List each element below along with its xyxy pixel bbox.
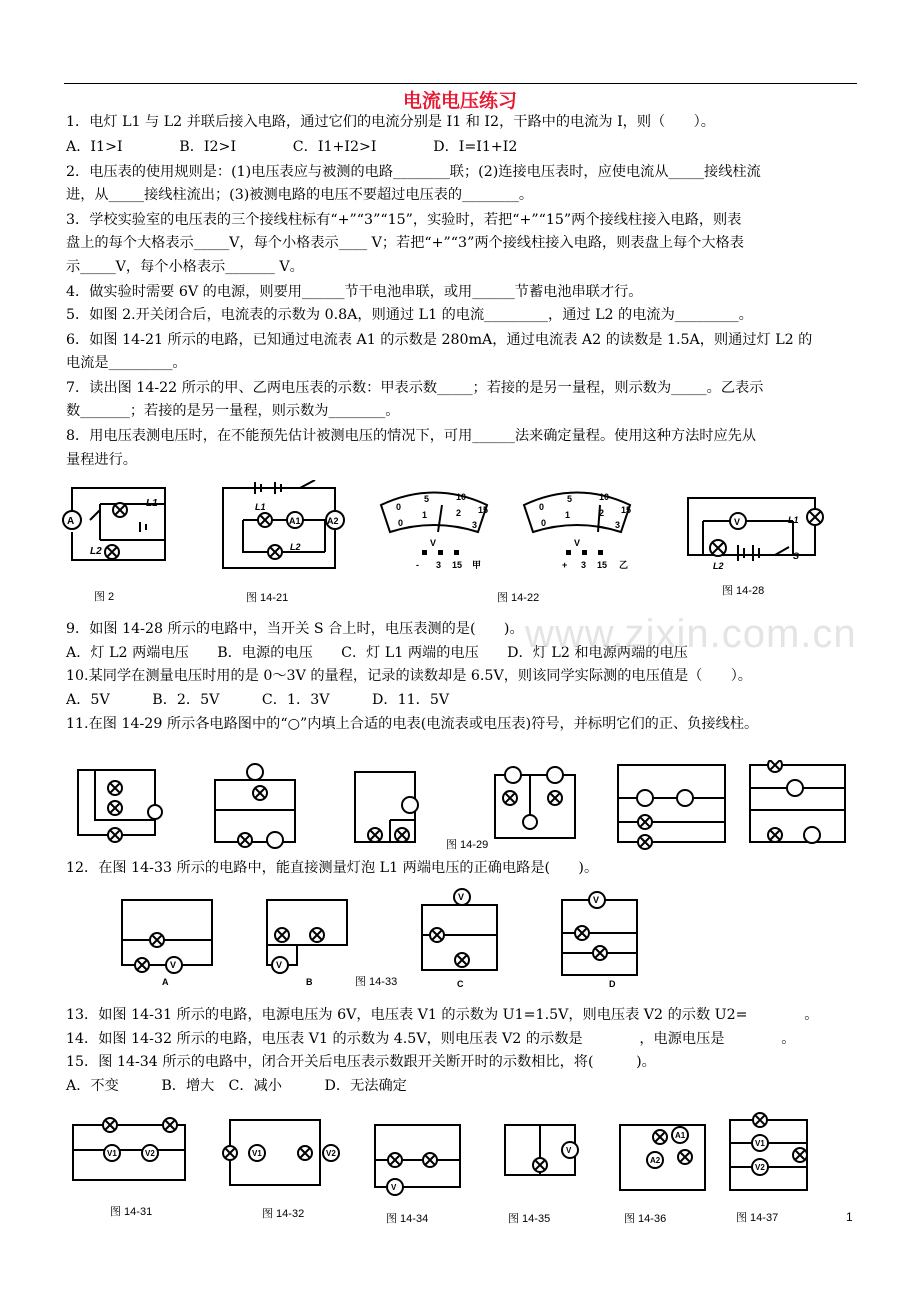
text-line: 6．如图 14-21 所示的电路，已知通过电流表 A1 的示数是 280mA，通过电流表 A2 的读数是 1.5A，则通过灯 L2 的 — [66, 332, 813, 348]
svg-text:L1: L1 — [255, 502, 266, 512]
svg-text:V: V — [430, 538, 437, 548]
svg-text:2: 2 — [599, 508, 605, 518]
text-line: 量程进行。 — [66, 452, 137, 468]
figure-14-28-circuit — [683, 493, 828, 573]
caption-14-31: 图 14-31 — [110, 1206, 153, 1218]
caption-14-37: 图 14-37 — [736, 1212, 779, 1224]
svg-text:0: 0 — [541, 518, 547, 528]
svg-text:3: 3 — [581, 560, 587, 570]
caption-14-29: 图 14-29 — [446, 839, 489, 851]
svg-text:10: 10 — [599, 492, 610, 502]
caption-14-33: 图 14-33 — [355, 976, 398, 988]
figure-2-circuit — [60, 480, 180, 570]
figure-14-21-circuit — [215, 480, 350, 575]
svg-text:L1: L1 — [788, 515, 799, 525]
svg-text:A1: A1 — [289, 516, 301, 526]
svg-text:A: A — [162, 977, 169, 987]
svg-text:V: V — [734, 517, 741, 527]
watermark: www.zixin.com.cn — [525, 612, 857, 656]
svg-text:B: B — [306, 977, 313, 987]
svg-text:L2: L2 — [90, 546, 102, 557]
svg-text:C: C — [457, 979, 464, 989]
svg-text:15: 15 — [597, 560, 608, 570]
page-title: 电流电压练习 — [402, 90, 517, 112]
svg-text:V1: V1 — [755, 1139, 765, 1148]
header-rule — [64, 83, 857, 84]
svg-text:V: V — [170, 960, 177, 970]
svg-text:V: V — [574, 538, 581, 548]
text-line: 12．在图 14-33 所示的电路中，能直接测量灯泡 L1 两端电压的正确电路是( )。 — [66, 860, 599, 876]
svg-text:V1: V1 — [252, 1149, 262, 1158]
svg-text:V2: V2 — [326, 1149, 336, 1158]
text-line: 1．电灯 L1 与 L2 并联后接入电路，通过它们的电流分别是 I1 和 I2，干路中的电流为 I，则（ ）。 — [66, 114, 715, 130]
caption-14-21: 图 14-21 — [246, 592, 289, 604]
svg-text:V: V — [276, 960, 283, 970]
svg-text:10: 10 — [456, 492, 467, 502]
text-line: 示_____V，每个小格表示_______ V。 — [66, 259, 304, 275]
text-line: A．不变 B．增大 C．减小 D．无法确定 — [66, 1078, 407, 1094]
svg-text:乙: 乙 — [619, 560, 629, 570]
svg-text:L2: L2 — [290, 542, 301, 552]
caption-14-36: 图 14-36 — [624, 1213, 667, 1225]
svg-text:V: V — [391, 1183, 397, 1192]
text-line: 5．如图 2.开关闭合后，电流表的示数为 0.8A，则通过 L1 的电流_________，通过 L2 的电流为_________。 — [66, 307, 753, 323]
text-line: A．5V B．2．5V C．1．3V D．11．5V — [66, 692, 450, 708]
svg-text:15: 15 — [621, 505, 632, 515]
svg-text:甲: 甲 — [472, 560, 482, 570]
svg-text:0: 0 — [398, 518, 404, 528]
svg-text:2: 2 — [456, 508, 462, 518]
svg-text:V2: V2 — [755, 1163, 765, 1172]
svg-text:A1: A1 — [675, 1131, 686, 1140]
caption-14-28: 图 14-28 — [722, 585, 765, 597]
text-line: 4．做实验时需要 6V 的电源，则要用______节干电池串联，或用______节蓄电池串联才行。 — [66, 284, 643, 300]
caption-14-22: 图 14-22 — [497, 592, 540, 604]
text-line: 3．学校实验室的电压表的三个接线柱标有“+”“3”“15”，实验时，若把“+”“15”两个接线柱接入电路，则表 — [66, 212, 742, 228]
text-line: 10.某同学在测量电压时用的是 0～3V 的量程，记录的读数却是 6.5V，则该同学实际测的电压值是（ ）。 — [66, 668, 752, 684]
svg-text:5: 5 — [424, 494, 430, 504]
text-line: 11.在图 14-29 所示各电路图中的“○”内填上合适的电表(电流表或电压表)符号，并标明它们的正、负接线柱。 — [66, 716, 759, 732]
svg-text:V1: V1 — [107, 1149, 117, 1158]
text-line: 盘上的每个大格表示_____V，每个小格表示____ V；若把“+”“3”两个接线柱接入电路，则表盘上每个大格表 — [66, 235, 744, 251]
svg-text:15: 15 — [478, 505, 489, 515]
text-line: 15．图 14-34 所示的电路中，闭合开关后电压表示数跟开关断开时的示数相比，将( )。 — [66, 1054, 656, 1070]
text-line: 数_______；若接的是另一量程，则示数为________。 — [66, 403, 400, 419]
svg-text:+: + — [562, 560, 568, 570]
caption-14-35: 图 14-35 — [508, 1213, 551, 1225]
svg-text:V: V — [593, 895, 600, 905]
text-line: 8．用电压表测电压时，在不能预先估计被测电压的情况下，可用______法来确定量程。使用这种方法时应先从 — [66, 428, 757, 444]
text-line: 进，从_____接线柱流出；(3)被测电路的电压不要超过电压表的________。 — [66, 187, 534, 203]
svg-text:V2: V2 — [145, 1149, 155, 1158]
text-line: 13．如图 14-31 所示的电路，电源电压为 6V，电压表 V1 的示数为 U1=1.5V，则电压表 V2 的示数 U2= 。 — [66, 1007, 819, 1023]
svg-text:A2: A2 — [327, 516, 339, 526]
svg-text:3: 3 — [472, 520, 478, 530]
svg-text:L2: L2 — [713, 561, 724, 571]
svg-text:-: - — [416, 560, 419, 570]
svg-text:3: 3 — [436, 560, 442, 570]
page-number: 1 — [846, 1210, 853, 1224]
caption-14-34: 图 14-34 — [386, 1213, 429, 1225]
figure-14-22-voltmeters — [376, 480, 636, 570]
text-line: A．I1>I B．I2>I C．I1+I2>I D．I=I1+I2 — [66, 139, 518, 155]
svg-text:15: 15 — [452, 560, 463, 570]
text-line: 9．如图 14-28 所示的电路中，当开关 S 合上时，电压表测的是( )。 — [66, 621, 524, 637]
text-line: A．灯 L2 两端电压 B．电源的电压 C．灯 L1 两端的电压 D．灯 L2 和电源两端的电压 — [66, 645, 688, 661]
text-line: 7．读出图 14-22 所示的甲、乙两电压表的示数：甲表示数_____；若接的是另一量程，则示数为_____。乙表示 — [66, 380, 764, 396]
svg-text:A2: A2 — [650, 1156, 661, 1165]
svg-text:V: V — [566, 1146, 572, 1155]
svg-text:L1: L1 — [146, 498, 158, 509]
svg-text:S: S — [793, 551, 800, 561]
svg-text:5: 5 — [567, 494, 573, 504]
svg-text:0: 0 — [539, 502, 545, 512]
svg-text:1: 1 — [422, 510, 428, 520]
bottom-circuits — [65, 1105, 845, 1200]
svg-text:1: 1 — [565, 510, 571, 520]
svg-text:V: V — [458, 892, 465, 902]
caption-14-32: 图 14-32 — [262, 1208, 305, 1220]
text-line: 14．如图 14-32 所示的电路，电压表 V1 的示数为 4.5V，则电压表 V2 的示数是 ，电源电压是 。 — [66, 1031, 796, 1047]
svg-text:3: 3 — [615, 520, 621, 530]
text-line: 2．电压表的使用规则是：(1)电压表应与被测的电路________联；(2)连接电压表时，应使电流从_____接线柱流 — [66, 164, 761, 180]
text-line: 电流是_________。 — [66, 355, 187, 371]
ammeter-label: A — [67, 516, 75, 527]
svg-text:0: 0 — [396, 502, 402, 512]
svg-text:D: D — [609, 979, 616, 989]
caption-fig2: 图 2 — [94, 591, 115, 603]
